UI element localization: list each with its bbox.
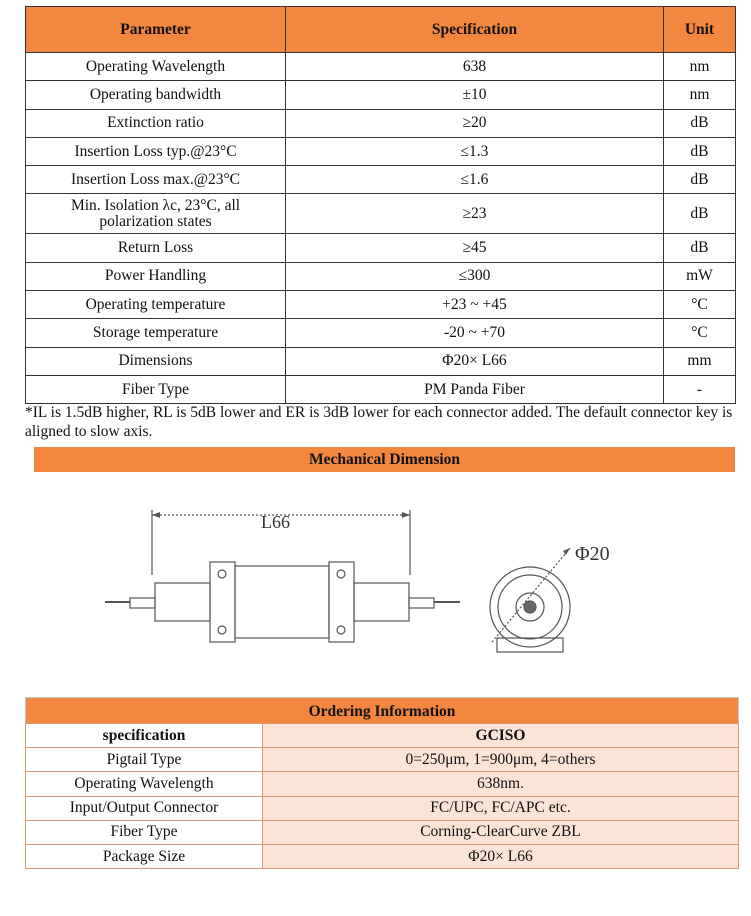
parameter-header: Parameter — [26, 7, 286, 53]
ordering-label-cell: specification — [26, 724, 263, 748]
spec-cell: ≥20 — [286, 109, 664, 137]
mount-hole — [218, 570, 226, 578]
table-row — [26, 166, 736, 194]
right-tube — [354, 583, 409, 621]
unit-cell: dB — [663, 109, 735, 137]
ordering-label-cell: Package Size — [26, 844, 263, 868]
footnote: *IL is 1.5dB higher, RL is 5dB lower and ER is 3dB lower for each connector added. The default connector key is aligned to slow axis. — [25, 404, 733, 440]
parameter-cell: Insertion Loss max.@23°C — [26, 166, 286, 194]
table-row — [26, 81, 736, 109]
unit-cell: dB — [663, 137, 735, 165]
parameter-cell: Operating Wavelength — [26, 53, 286, 81]
left-mount — [210, 562, 235, 642]
spec-cell: +23 ~ +45 — [286, 291, 664, 319]
mount-hole — [337, 570, 345, 578]
table-row — [26, 347, 736, 375]
table-row — [26, 53, 736, 81]
ordering-header-row — [26, 724, 739, 748]
ordering-value-cell: Corning-ClearCurve ZBL — [263, 820, 739, 844]
spec-table-header — [26, 7, 736, 53]
ordering-value-cell: 638nm. — [263, 772, 739, 796]
right-mount — [329, 562, 354, 642]
ordering-value-cell: Φ20× L66 — [263, 844, 739, 868]
end-view-core — [524, 601, 536, 613]
unit-cell: nm — [663, 53, 735, 81]
spec-cell: ≤1.3 — [286, 137, 664, 165]
parameter-cell: Return Loss — [26, 234, 286, 262]
ordering-value-cell: GCISO — [263, 724, 739, 748]
unit-cell: mW — [663, 262, 735, 290]
table-row — [26, 262, 736, 290]
unit-cell: dB — [663, 194, 735, 234]
right-boot — [409, 598, 434, 608]
spec-cell: ≤300 — [286, 262, 664, 290]
parameter-line: polarization states — [99, 212, 212, 230]
diameter-arrow — [563, 548, 570, 555]
dimension-arrow-right — [402, 512, 410, 518]
parameter-cell: Power Handling — [26, 262, 286, 290]
ordering-value-cell: FC/UPC, FC/APC etc. — [263, 796, 739, 820]
parameter-cell — [26, 194, 286, 234]
table-row — [26, 234, 736, 262]
spec-cell: -20 ~ +70 — [286, 319, 664, 347]
table-row — [26, 194, 736, 234]
length-label: L66 — [261, 512, 290, 532]
parameter-cell: Dimensions — [26, 347, 286, 375]
spec-cell: ≤1.6 — [286, 166, 664, 194]
spec-cell: PM Panda Fiber — [286, 375, 664, 403]
unit-cell: dB — [663, 166, 735, 194]
table-row — [26, 375, 736, 403]
mount-hole — [337, 626, 345, 634]
unit-cell: °C — [663, 291, 735, 319]
parameter-cell: Operating temperature — [26, 291, 286, 319]
unit-cell: °C — [663, 319, 735, 347]
table-row — [26, 748, 739, 772]
parameter-cell: Insertion Loss typ.@23°C — [26, 137, 286, 165]
ordering-label-cell: Operating Wavelength — [26, 772, 263, 796]
ordering-label-cell: Pigtail Type — [26, 748, 263, 772]
table-row — [26, 844, 739, 868]
parameter-line: Min. Isolation λc, 23°C, all — [70, 196, 241, 214]
parameter-cell: Fiber Type — [26, 375, 286, 403]
ordering-table — [25, 723, 739, 869]
unit-cell: - — [663, 375, 735, 403]
table-row — [26, 109, 736, 137]
spec-cell: Φ20× L66 — [286, 347, 664, 375]
left-boot — [130, 598, 155, 608]
ordering-information-header: Ordering Information — [25, 697, 739, 724]
table-row — [26, 796, 739, 820]
spec-cell: 638 — [286, 53, 664, 81]
mount-hole — [218, 626, 226, 634]
left-tube — [155, 583, 210, 621]
table-row — [26, 820, 739, 844]
spec-cell: ≥45 — [286, 234, 664, 262]
spec-cell: ≥23 — [286, 194, 664, 234]
diameter-label: Φ20 — [575, 543, 610, 565]
diameter-leader — [492, 548, 570, 642]
unit-header: Unit — [663, 7, 735, 53]
dimension-arrow-left — [152, 512, 160, 518]
spec-cell: ±10 — [286, 81, 664, 109]
ordering-label-cell: Input/Output Connector — [26, 796, 263, 820]
mechanical-drawing — [0, 490, 751, 670]
table-row — [26, 291, 736, 319]
table-row — [26, 137, 736, 165]
isolator-body — [235, 566, 329, 638]
parameter-cell: Extinction ratio — [26, 109, 286, 137]
ordering-value-cell: 0=250μm, 1=900μm, 4=others — [263, 748, 739, 772]
specification-table — [25, 6, 736, 404]
unit-cell: nm — [663, 81, 735, 109]
specification-header: Specification — [286, 7, 664, 53]
unit-cell: dB — [663, 234, 735, 262]
table-row — [26, 319, 736, 347]
unit-cell: mm — [663, 347, 735, 375]
parameter-cell: Operating bandwidth — [26, 81, 286, 109]
parameter-cell: Storage temperature — [26, 319, 286, 347]
table-row — [26, 772, 739, 796]
ordering-label-cell: Fiber Type — [26, 820, 263, 844]
mechanical-dimension-header: Mechanical Dimension — [34, 447, 735, 472]
